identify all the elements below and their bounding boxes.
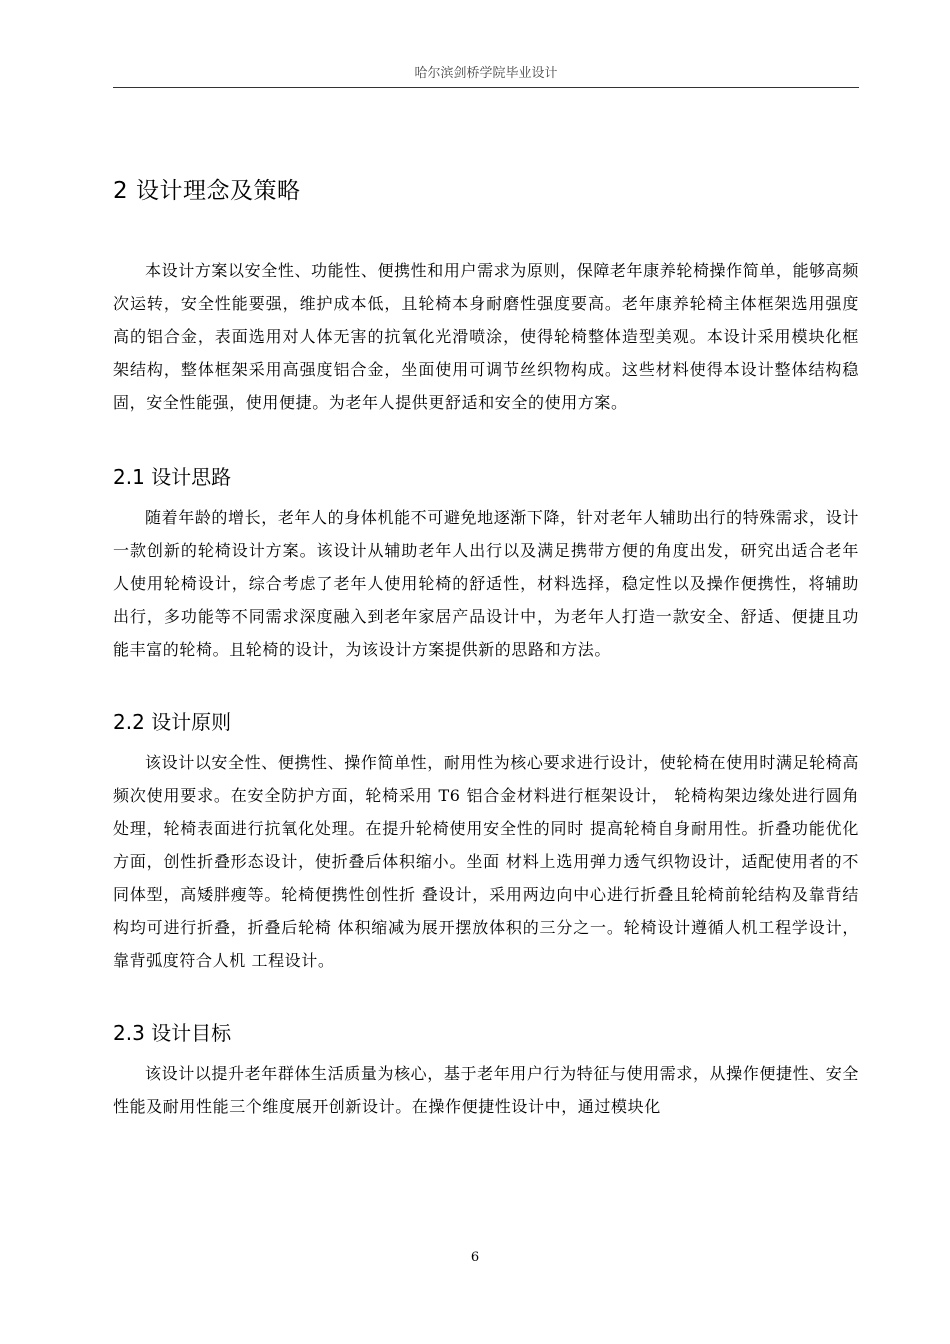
header-divider — [113, 87, 859, 88]
section-2-3-paragraph: 该设计以提升老年群体生活质量为核心，基于老年用户行为特征与使用需求，从操作便捷性、安全性能及耐用性能三个维度展开创新设计。在操作便捷性设计中，通过模块化 — [113, 1064, 859, 1116]
page-header: 哈尔滨剑桥学院毕业设计 — [414, 66, 558, 81]
chapter-intro-paragraph: 本设计方案以安全性、功能性、便携性和用户需求为原则，保障老年康养轮椅操作简单，能够高频次运转，安全性能要强，维护成本低，且轮椅本身耐磨性强度要高。老年康养轮椅主体框架选用强度高的铝合金，表面选用对人体无害的抗氧化光滑喷涂，使得轮椅整体造型美观。本设计采用模块化框架结构，整体框架采用高强度铝合金，坐面使用可调节丝织物构成。这些材料使得本设计整体结构稳固，安全性能强，使用便捷。为老年人提供更舒适和安全的使用方案。 — [113, 261, 859, 412]
section-2-2-paragraph: 该设计以安全性、便携性、操作简单性，耐用性为核心要求进行设计，使轮椅在使用时满足轮椅高频次使用要求。在安全防护方面，轮椅采用 T6 铝合金材料进行框架设计， 轮椅构架边缘处进行圆角处理，轮椅表面进行抗氧化处理。在提升轮椅使用安全性的同时 提高轮椅自身耐用性。折叠功能优化方面，创性折叠形态设计，使折叠后体积缩小。坐面 材料上选用弹力透气织物设计，适配使用者的不同体型，高矮胖瘦等。轮椅便携性创性折 叠设计，采用两边向中心进行折叠且轮椅前轮结构及靠背结构均可进行折叠，折叠后轮椅 体积缩减为展开摆放体积的三分之一。轮椅设计遵循人机工程学设计，靠背弧度符合人机 工程设计。 — [113, 753, 859, 970]
section-title-2-2: 2.2 设计原则 — [113, 710, 232, 734]
section-title-2-1: 2.1 设计思路 — [113, 465, 232, 489]
page-number: 6 — [470, 1250, 480, 1265]
section-title-2-3: 2.3 设计目标 — [113, 1021, 232, 1045]
section-2-1-paragraph: 随着年龄的增长，老年人的身体机能不可避免地逐渐下降，针对老年人辅助出行的特殊需求，设计一款创新的轮椅设计方案。该设计从辅助老年人出行以及满足携带方便的角度出发，研究出适合老年人使用轮椅设计，综合考虑了老年人使用轮椅的舒适性，材料选择，稳定性以及操作便携性，将辅助出行，多功能等不同需求深度融入到老年家居产品设计中，为老年人打造一款安全、舒适、便捷且功能丰富的轮椅。且轮椅的设计，为该设计方案提供新的思路和方法。 — [113, 508, 859, 659]
chapter-title: 2 设计理念及策略 — [113, 178, 301, 204]
